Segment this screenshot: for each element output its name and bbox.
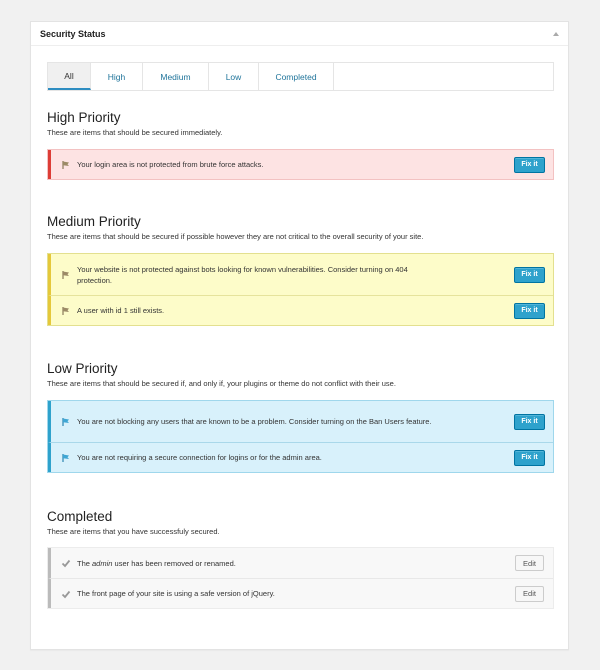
list-item — [48, 254, 553, 295]
flag-icon — [61, 160, 71, 170]
checkmark-icon — [61, 558, 71, 568]
completed-list — [47, 547, 554, 609]
list-item — [48, 295, 553, 325]
fix-it-button[interactable]: Fix it — [514, 157, 545, 173]
flag-icon — [61, 417, 71, 427]
flag-icon — [61, 306, 71, 316]
alert-message: Your website is not protected against bots looking for known vulnerabilities. Consider turning on 404 protection. — [77, 264, 408, 285]
alert-message: A user with id 1 still exists. — [77, 306, 165, 315]
fix-it-button[interactable]: Fix it — [514, 414, 545, 430]
completed-heading: Completed — [47, 509, 113, 524]
fix-it-button[interactable]: Fix it — [514, 267, 545, 283]
alert-message: You are not requiring a secure connection for logins or for the admin area. — [77, 453, 322, 462]
flag-icon — [61, 270, 71, 280]
completed-description: These are items that you have successfuly secured. — [47, 527, 220, 536]
high-priority-list — [47, 149, 554, 180]
medium-priority-heading: Medium Priority — [47, 214, 141, 229]
alert-message: You are not blocking any users that are known to be a problem. Consider turning on the Ban Users feature. — [77, 417, 432, 426]
low-priority-description: These are items that should be secured if, and only if, your plugins or theme do not conflict with their use. — [47, 379, 396, 388]
flag-icon — [61, 453, 71, 463]
alert-message: Your login area is not protected from brute force attacks. — [77, 160, 264, 169]
completed-section — [47, 509, 554, 536]
edit-button[interactable]: Edit — [515, 555, 544, 571]
edit-button[interactable]: Edit — [515, 586, 544, 602]
high-priority-description: These are items that should be secured immediately. — [47, 128, 223, 137]
list-item — [48, 548, 553, 578]
list-item — [48, 578, 553, 608]
low-priority-list — [47, 400, 554, 473]
checkmark-icon — [61, 589, 71, 599]
panel-header — [31, 22, 568, 46]
tab-completed[interactable]: Completed — [259, 63, 334, 90]
high-priority-heading: High Priority — [47, 110, 121, 125]
tab-low[interactable]: Low — [209, 63, 259, 90]
low-priority-section — [47, 361, 554, 388]
list-item — [48, 442, 553, 472]
collapse-arrow-icon[interactable] — [553, 32, 559, 36]
fix-it-button[interactable]: Fix it — [514, 450, 545, 466]
alert-message: The front page of your site is using a safe version of jQuery. — [77, 589, 275, 598]
medium-priority-list — [47, 253, 554, 326]
list-item — [48, 150, 553, 179]
high-priority-section — [47, 110, 554, 137]
tab-high[interactable]: High — [91, 63, 143, 90]
low-priority-heading: Low Priority — [47, 361, 118, 376]
tab-all[interactable]: All — [48, 63, 91, 90]
filter-tabs — [47, 62, 554, 91]
fix-it-button[interactable]: Fix it — [514, 303, 545, 319]
alert-message: The admin user has been removed or renamed. — [77, 558, 236, 568]
security-status-panel — [30, 21, 569, 650]
tab-medium[interactable]: Medium — [143, 63, 209, 90]
list-item — [48, 401, 553, 442]
medium-priority-section — [47, 214, 554, 241]
panel-title: Security Status — [40, 28, 106, 39]
medium-priority-description: These are items that should be secured if possible however they are not critical to the overall security of your site. — [47, 232, 424, 241]
